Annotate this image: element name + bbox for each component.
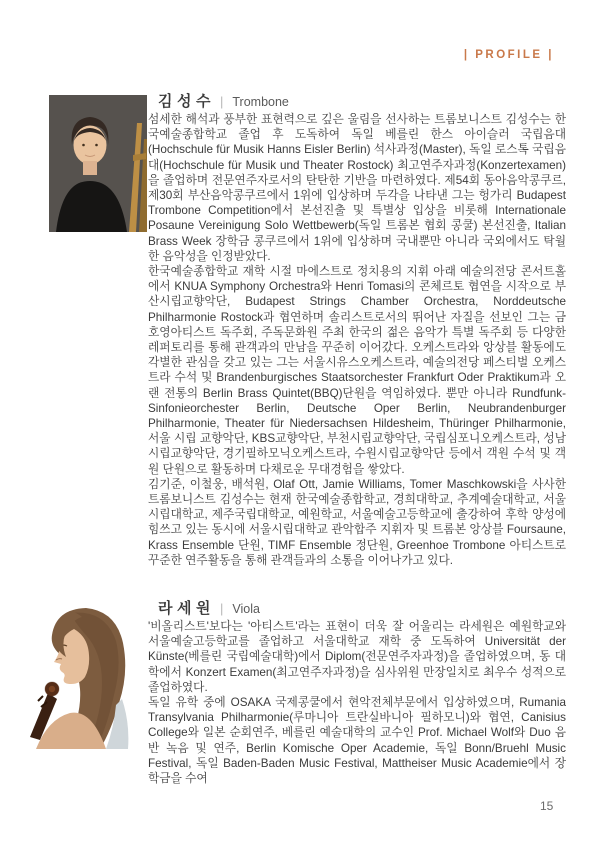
bio-paragraph: 한국예술종합학교 재학 시절 마에스트로 정치용의 지휘 아래 예술의전당 콘서트홀에서 KNUA Symphony Orchestra와 Henri Tomasi의 콘체르토 협연을 시작으로 부산시립교향악단, Budapest Strings Chamber Orchestra, Norddeutsche Philharmonie Rostock과 협연하며 솔리스트로서의 뛰어난 자질을 선보인 그는 금호영아티스트 독주회, 주독문화원 주최 한국의 젊은 음악가 특별 독주회 등 다양한 레퍼토리를 통해 관객과의 만남을 꾸준히 이어갔다. 오케스트라와 앙상블 활동에도 각별한 관심을 갖고 있는 그는 서울시유스오케스트라, 예술의전당 페스티벌 오케스트라 수석 및 Brandenburgisches Staatsorchester Frankfurt Oder Praktikum과 오랜 전통의 Berlin Brass Quintet(BBQ)단원을 역임하였다. 뿐만 아니라 Rundfunk-Sinfonieorchester Berlin, Deutsche Oper Berlin, Neubrandenburger Philharmonie, Theater für Niedersachsen Hildesheim, Thüringer Philharmonie, 서울 시립 교향악단, KBS교향악단, 부천시립교향악단, 국립심포니오케스트라, 성남 시립교향악단, 경기필하모닉오케스트라, 수원시립교향악단 등에서 객원 수석 및 객원 단원으로 활동하며 다채로운 무대경험을 쌓았다. (148, 265, 566, 476)
ra-se-won-photo (10, 603, 145, 749)
kim-name-row (158, 90, 289, 111)
artist-name-kim: 김성수 (158, 93, 215, 110)
bio-paragraph: '비올리스트'보다는 '아티스트'라는 표현이 더욱 잘 어울리는 라세원은 예원학교와 서울예술고등학교를 졸업하고 서울대학교 재학 중 도독하여 Universität der Künste(베를린 국립예술대학)에서 Diplom(전문연주자과정)을 졸업하였으며, 동 대학에서 Konzert Examen(최고연주자과정)을 심사위원 만장일치로 최우수 성적으로 졸업하였다. (148, 620, 566, 694)
artist-instrument-viola: Viola (232, 602, 260, 616)
kim-sung-su-photo (49, 95, 147, 232)
section-header-profile: | PROFILE | (463, 49, 554, 61)
page-number: 15 (540, 799, 554, 813)
name-instrument-divider: | (219, 601, 224, 616)
ra-name-row (158, 597, 260, 618)
artist-instrument-trombone: Trombone (232, 95, 289, 109)
bio-paragraph: 독일 유학 중에 OSAKA 국제콩쿨에서 현악전체부문에서 입상하였으며, Rumania Transylvania Philharmonie(루마니아 트란실바니아 필하모니)와 협연, Canisius College와 일본 순회연주, 베를린 예술대학의 교수인 Prof. Michael Wolf와 Duo 음반 녹음 및 연주, Berlin Komische Oper Academie, 독일 Bonn/Bruehl Music Festival, 독일 Baden-Baden Music Festival, Mattheiser Music Academie에서 장학금을 수여 (148, 696, 566, 786)
kim-biography (148, 112, 566, 568)
bio-paragraph: 섬세한 해석과 풍부한 표현력으로 깊은 울림을 선사하는 트롬보니스트 김성수는 한국예술종합학교 졸업 후 도독하여 독일 베를린 한스 아이슬러 국립음대(Hochschule für Musik Hanns Eisler Berlin) 석사과정(Master), 독일 로스톡 국립음대(Hochschule für Musik und Theater Rostock) 최고연주자과정(Konzertexamen)을 졸업하며 전문연주자로서의 탄탄한 기반을 마련하였다. 제54회 동아음악콩쿠르, 제30회 부산음악콩쿠르에서 1위에 입상하며 두각을 나타낸 그는 헝가리 Budapest Trombone Competition에서 본선진출 및 특별상 입상을 비롯해 Internationale Posaune Vereinigung Solo Wettbewerb(독일 트롬본 협회 콩쿨) 본선진출, Italian Brass Week 장학금 콩쿠르에서 1위에 입상하며 국내뿐만 아니라 국외에서도 탁월한 음악성을 인정받았다. (148, 113, 566, 263)
ra-biography (148, 619, 566, 786)
bio-paragraph: 김기준, 이철웅, 배석원, Olaf Ott, Jamie Williams, Tomer Maschkowski을 사사한 트롬보니스트 김성수는 현재 한국예술종합학교, 경희대학교, 추계예술대학교, 서울시립대학교, 제주국립대학교, 예원학교, 서울예술고등학교에 출강하여 후학 양성에 힘쓰고 있는 동시에 서울시립대학교 관악합주 지휘자 및 트롬본 앙상블 Foursaune, Krass Ensemble 단원, TIMF Ensemble 정단원, Greenhoe Trombone 아티스트로 꾸준한 연주활동을 통해 관객들과의 소통을 이어나가고 있다. (148, 477, 566, 567)
artist-name-ra: 라세원 (158, 600, 215, 617)
name-instrument-divider: | (219, 94, 224, 109)
